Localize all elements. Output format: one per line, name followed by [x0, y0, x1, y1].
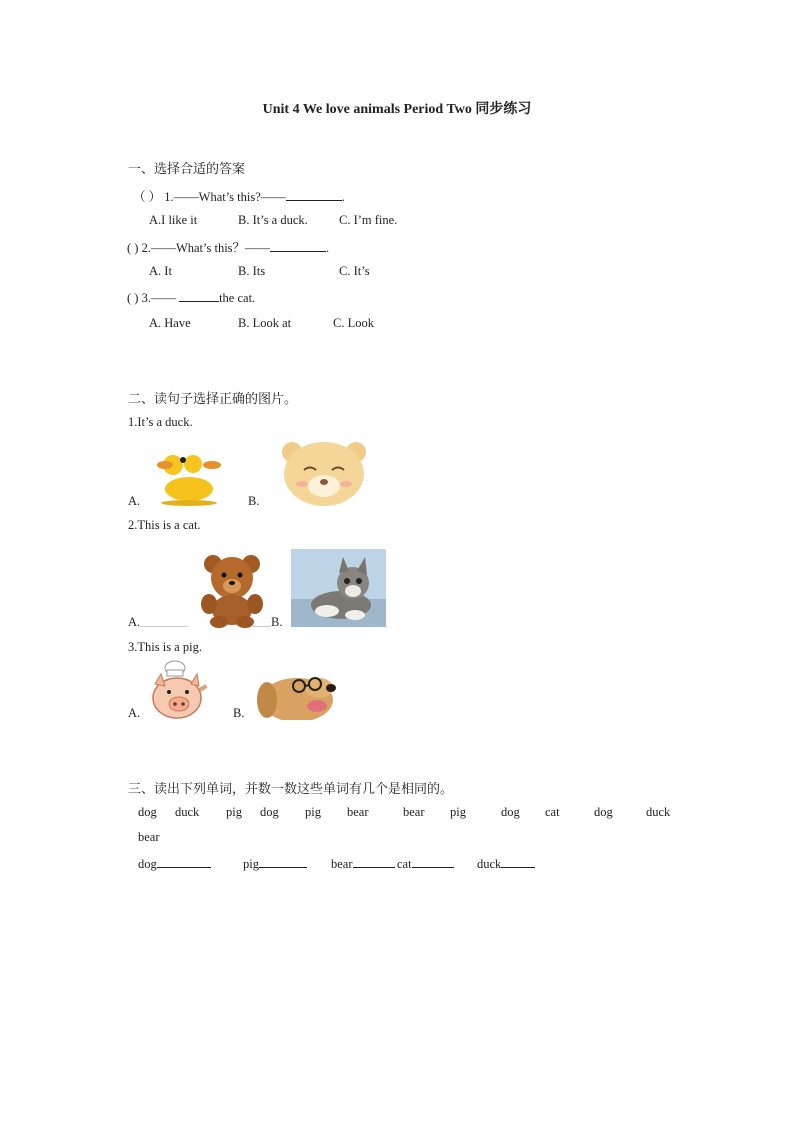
answer-paren[interactable]: ( )	[127, 291, 139, 305]
duck-picture[interactable]	[153, 449, 223, 507]
count-blank[interactable]	[157, 855, 211, 868]
bear-cartoon-picture[interactable]	[278, 436, 370, 508]
count-blank[interactable]	[259, 855, 307, 868]
teddy-bear-picture[interactable]	[193, 550, 271, 628]
count-cat: cat	[397, 855, 454, 872]
word: dog	[138, 805, 157, 819]
word: pig	[450, 805, 466, 819]
option-b-label[interactable]: B.	[248, 494, 260, 508]
word: dog	[594, 805, 613, 819]
count-blank[interactable]	[353, 855, 395, 868]
answer-blank[interactable]	[179, 289, 219, 302]
pig-cartoon-picture[interactable]	[147, 660, 209, 720]
sentence-2: 2.This is a cat.	[128, 518, 201, 532]
count-bear: bear	[331, 855, 395, 872]
option-a-label[interactable]: A.	[128, 706, 141, 720]
sentence-3: 3.This is a pig.	[128, 640, 202, 654]
option[interactable]: A. It	[149, 264, 172, 278]
option[interactable]: C. It’s	[339, 264, 370, 278]
option[interactable]: C. I’m fine.	[339, 213, 398, 227]
count-pig: pig	[243, 855, 307, 872]
underline-decoration	[140, 626, 188, 627]
answer-paren[interactable]: （ ）	[133, 190, 162, 204]
section-3-heading: 三、读出下列单词，并数一数这些单词有几个是相同的。	[128, 782, 454, 797]
word: dog	[260, 805, 279, 819]
option[interactable]: A.I like it	[149, 213, 198, 227]
word: pig	[305, 805, 321, 819]
sentence-1: 1.It’s a duck.	[128, 415, 193, 429]
option-b-label[interactable]: B.	[233, 706, 245, 720]
word: bear	[347, 805, 369, 819]
word: duck	[646, 805, 671, 819]
section-1-heading: 一、选择合适的答案	[128, 162, 246, 177]
option[interactable]: C. Look	[333, 316, 374, 330]
word: dog	[501, 805, 520, 819]
page-title: Unit 4 We love animals Period Two 同步练习	[262, 102, 532, 117]
answer-blank[interactable]	[286, 188, 342, 201]
word: pig	[226, 805, 242, 819]
question-stem: 2.——What’s this？——	[141, 241, 271, 255]
question-stem: 3.——	[141, 291, 176, 305]
count-dog: dog	[138, 855, 211, 872]
word: cat	[545, 805, 560, 819]
question-2: ( ) 2.——What’s this？—— .	[127, 241, 330, 255]
count-blank[interactable]	[412, 855, 454, 868]
option-a-label[interactable]: A.	[128, 494, 141, 508]
word: bear	[403, 805, 425, 819]
option[interactable]: A. Have	[149, 316, 191, 330]
section-2-heading: 二、读句子选择正确的图片。	[128, 392, 298, 407]
question-stem: 1.——What’s this?——	[164, 190, 286, 204]
count-duck: duck	[477, 855, 535, 872]
option[interactable]: B. It’s a duck.	[238, 213, 308, 227]
count-blank[interactable]	[501, 855, 535, 868]
option-b-label[interactable]: B.	[271, 615, 283, 629]
word: bear	[138, 830, 160, 844]
option[interactable]: B. Look at	[238, 316, 292, 330]
kitten-picture[interactable]	[291, 549, 386, 627]
word: duck	[175, 805, 200, 819]
question-3: ( ) 3.—— the cat.	[127, 291, 256, 305]
option[interactable]: B. Its	[238, 264, 266, 278]
answer-paren[interactable]: ( )	[127, 241, 139, 255]
option-a-label[interactable]: A.	[128, 615, 141, 629]
dog-picture[interactable]	[253, 666, 339, 720]
answer-blank[interactable]	[270, 239, 326, 252]
underline-decoration	[253, 626, 271, 627]
question-1: （ ） 1.——What’s this?—— .	[133, 190, 345, 204]
